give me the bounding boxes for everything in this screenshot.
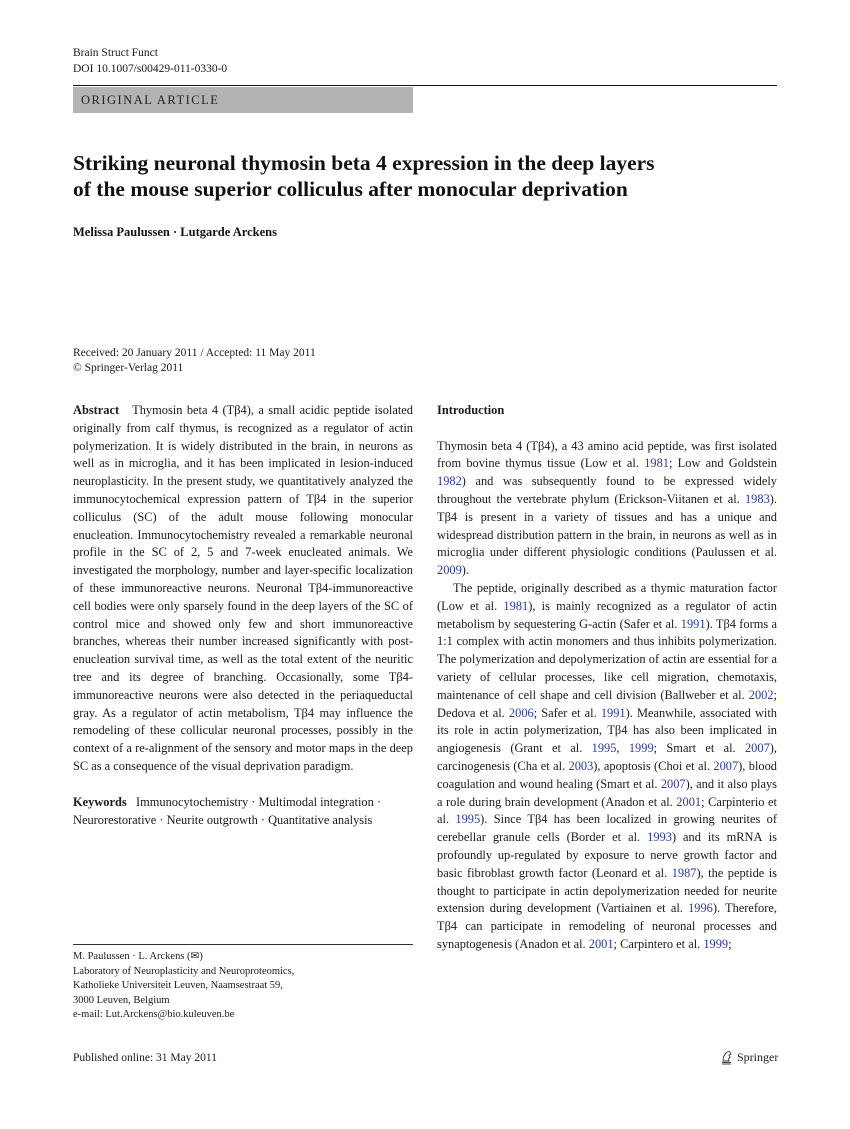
citation-link[interactable]: 1991	[680, 616, 706, 631]
keywords	[73, 794, 413, 830]
citation-link[interactable]: 2002	[748, 687, 774, 702]
citation-link[interactable]: 2003	[568, 758, 594, 773]
text-run: ; Carpinterio et al.	[437, 794, 777, 827]
text-run: ; Low and Goldstein	[668, 456, 777, 471]
citation-link[interactable]: 2001	[588, 936, 614, 951]
text-run: ; Safer et al.	[533, 705, 601, 720]
text-run: ), carcinogenesis (Cha et al.	[437, 741, 777, 773]
footnote-city: 3000 Leuven, Belgium	[73, 994, 170, 1006]
keywords-text: Immunocytochemistry · Multimodal integration · Neurorestorative · Neurite outgrowth · Quantitative analysis	[73, 794, 382, 827]
affiliation-footnote	[73, 950, 413, 1023]
citation-link[interactable]: 2009	[437, 563, 462, 578]
text-run: ). Therefore, Tβ4 can participate in remodeling of neuronal processes and synaptogenesis (Anadon et al.	[437, 901, 777, 951]
abstract-label: Abstract	[73, 403, 120, 417]
journal-header	[73, 45, 227, 77]
text-run: ) and its mRNA is profoundly up-regulated by exposure to nerve growth factor and basic fibroblast growth factor (Leonard et al.	[437, 830, 777, 880]
text-run: ). Tβ4 is present in a variety of tissues and has a unique and widespread distribution pattern in the brain, in neurons as well as in microglia under different physiologic conditions (Paulussen et al.	[437, 491, 777, 560]
footnote-rule	[73, 944, 413, 945]
publisher-name: Springer	[737, 1050, 779, 1064]
citation-link[interactable]: 1982	[437, 474, 462, 489]
text-run: ), is mainly recognized as a regulator of actin metabolism by sequestering G-actin (Safer et al.	[437, 598, 777, 631]
citation-link[interactable]: 1981	[644, 456, 669, 471]
text-run: ) and was subsequently found to be expressed widely throughout the vertebrate phylum (Erickson-Viitanen et al.	[437, 474, 777, 506]
springer-horse-icon	[720, 1050, 733, 1065]
keywords-label: Keywords	[73, 794, 127, 809]
citation-link[interactable]: 1987	[671, 865, 697, 880]
text-run: ;	[728, 936, 732, 951]
header-rule	[73, 85, 777, 86]
text-run: ), the peptide is thought to participate in actin depolymerization needed for neurite extension during development (Vartiainen et al.	[437, 865, 778, 916]
text-run: ), apoptosis (Choi et al.	[593, 758, 714, 773]
copyright: © Springer-Verlag 2011	[73, 362, 184, 374]
citation-link[interactable]: 1995	[455, 812, 481, 827]
footnote-university: Katholieke Universiteit Leuven, Naamsestraat 59,	[73, 980, 283, 991]
citation-link[interactable]: 2007	[660, 776, 686, 791]
abstract	[73, 402, 413, 776]
article-type-band: ORIGINAL ARTICLE	[73, 87, 413, 113]
text-run: Thymosin beta 4 (Tβ4), a 43 amino acid peptide, was first isolated from bovine thymus tissue (Low et al.	[437, 438, 777, 471]
citation-link[interactable]: 2007	[744, 741, 770, 756]
citation-link[interactable]: 1999	[703, 936, 729, 951]
footnote-authors: M. Paulussen · L. Arckens (✉)	[73, 951, 203, 962]
citation-link[interactable]: 2006	[508, 705, 534, 720]
text-run: ,	[616, 741, 629, 756]
footnote-lab: Laboratory of Neuroplasticity and Neuroproteomics,	[73, 965, 295, 977]
citation-link[interactable]: 1991	[600, 705, 626, 720]
received-accepted: Received: 20 January 2011 / Accepted: 11 May 2011	[73, 347, 316, 359]
dates-block	[73, 346, 316, 376]
citation-link[interactable]: 1996	[688, 901, 713, 916]
text-run: ). Meanwhile, associated with its role in actin polymerization, Tβ4 has also been implicated in angiogenesis (Grant et al.	[437, 705, 777, 756]
text-run: ; Dedova et al.	[437, 687, 777, 720]
text-run: ), blood coagulation and wound healing (Smart et al.	[437, 758, 777, 791]
introduction-paragraph-1	[437, 438, 777, 580]
left-column	[73, 402, 413, 829]
citation-link[interactable]: 1993	[647, 830, 672, 845]
footnote-email[interactable]: e-mail: Lut.Arckens@bio.kuleuven.be	[73, 1009, 235, 1020]
citation-link[interactable]: 1983	[744, 491, 770, 506]
citation-link[interactable]: 1999	[628, 741, 654, 756]
abstract-text: Thymosin beta 4 (Tβ4), a small acidic peptide isolated originally from calf thymus, is recognized as a regulator of actin polymerization. It is widely distributed in the brain, in neurons as well as in microglia, and it has been implicated in lesion-induced neuroplasticity. In the present study, we quantitatively analyzed the immunocytochemical expression pattern of Tβ4 in the superior colliculus (SC) of the adult mouse following monocular enucleation. Immunocytochemistry revealed a remarkable neuronal profile in the SC of 2, 5 and 7-week enucleated animals. We investigated the morphology, number and layer-specific localization of these immunoreactive neurons. Neuronal Tβ4-immunoreactive cell bodies were only sparsely found in the deep layers of the SC of control mice and showed only few and short immunoreactive branches, whereas their number increased significantly with post-enucleation survival time, as well as the total extent of the neuritic tree and its degree of branching. Occasionally, some Tβ4-immunoreactive neurons were also detected in the periaqueductal gray. As a regulator of actin metabolism, Tβ4 may influence the remodeling of these collicular neuronal processes, possibly in the context of a re-alignment of the sensory and motor maps in the deep SC as a consequence of the visual deprivation paradigm.	[73, 403, 414, 773]
text-run: ).	[461, 563, 470, 578]
citation-link[interactable]: 2007	[713, 758, 739, 773]
citation-link[interactable]: 1995	[591, 741, 617, 756]
text-run: The peptide, originally described as a thymic maturation factor (Low et al.	[437, 580, 777, 613]
text-run: ). Since Tβ4 has been localized in growing neurites of cerebellar granule cells (Border et al.	[437, 812, 777, 845]
introduction-paragraph-2	[437, 580, 777, 954]
right-column	[437, 402, 777, 954]
introduction-heading: Introduction	[437, 403, 505, 417]
title-line-2: of the mouse superior colliculus after monocular deprivation	[73, 177, 628, 201]
journal-name: Brain Struct Funct	[73, 47, 158, 59]
author-list: Melissa Paulussen · Lutgarde Arckens	[73, 225, 277, 239]
citation-link[interactable]: 1981	[503, 598, 529, 613]
text-run: ; Carpintero et al.	[613, 936, 704, 951]
published-online: Published online: 31 May 2011	[73, 1052, 217, 1064]
text-run: ; Smart et al.	[653, 741, 745, 756]
text-run: ), and it also plays a role during brain development (Anadon et al.	[437, 776, 777, 809]
publisher-mark	[720, 1050, 778, 1065]
text-run: ). Tβ4 forms a 1:1 complex with actin monomers and thus inhibits polymerization. The polymerization and depolymerization of actin are essential for a variety of cellular processes, like cell migration, chemotaxis, maintenance of cell shape and cell division (Ballweber et al.	[437, 616, 777, 702]
citation-link[interactable]: 2001	[676, 794, 702, 809]
title-line-1: Striking neuronal thymosin beta 4 expression in the deep layers	[73, 151, 655, 175]
doi[interactable]: DOI 10.1007/s00429-011-0330-0	[73, 63, 228, 75]
paper-title	[73, 150, 773, 202]
